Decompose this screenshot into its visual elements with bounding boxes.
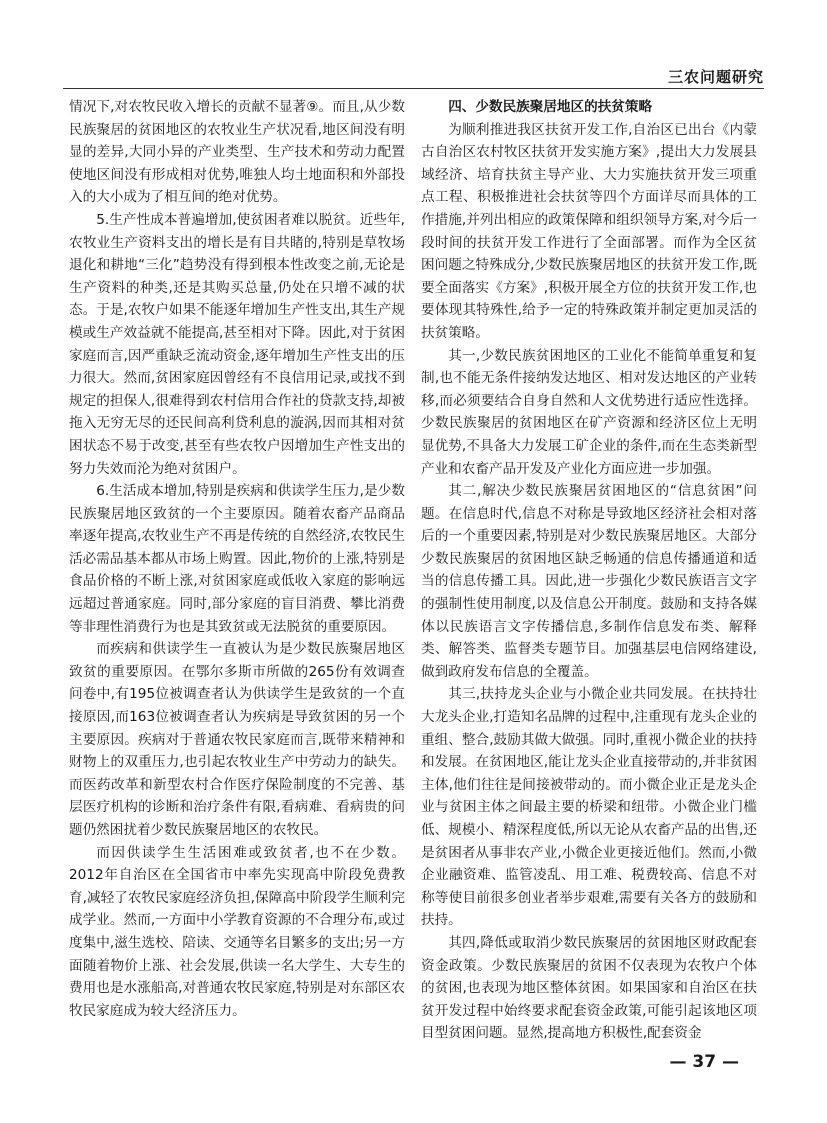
paragraph: 为顺利推进我区扶贫开发工作,自治区已出台《内蒙古自治区农村牧区扶贫开发实施方案》,提出大力发展县域经济、培育扶贫主导产业、大力实施扶贫开发三项重点工程、积极推进社会扶贫等四个方面详尽而具体的工作措施,并列出相应的政策保障和组织领导方案,对今后一段时间的扶贫开发工作进行了全面部署。而作为全区贫困问题之特殊成分,少数民族聚居地区的扶贫开发工作,既要全面落实《方案》,积极开展全方位的扶贫开发工作,也要体现其特殊性,给予一定的特殊政策并制定更加灵活的扶贫策略。 — [421, 121, 757, 341]
paragraph: 其三,扶持龙头企业与小微企业共同发展。在扶持壮大龙头企业,打造知名品牌的过程中,注重现有龙头企业的重组、整合,鼓励其做大做强。同时,重视小微企业的扶持和发展。在贫困地区,能让龙头企业直接带动的,并非贫困主体,他们往往是间接被带动的。而小微企业正是龙头企业与贫困主体之间最主要的桥梁和纽带。小微企业门槛低、规模小、精深程度低,所以无论从农畜产品的出售,还是贫困者从事非农产业,小微企业更接近他们。然而,小微企业融资难、监管凌乱、用工难、税费较高、信息不对称等使目前很多创业者举步艰难,需要有关各方的鼓励和扶持。 — [421, 686, 757, 929]
section-label: 三农问题研究 — [667, 68, 764, 86]
paragraph: 6.生活成本增加,特别是疾病和供读学生压力,是少数民族聚居地区致贫的一个主要原因。随着农畜产品商品率逐年提高,农牧业生产不再是传统的自然经济,农牧民生活必需品基本都从市场上购置。因此,物价的上涨,特别是食品价格的不断上涨,对贫困家庭或低收入家庭的影响远远超过普通家庭。同时,部分家庭的盲目消费、攀比消费等非理性消费行为也是其致贫或无法脱贫的重要原因。 — [69, 483, 405, 635]
paragraph: 而疾病和供读学生一直被认为是少数民族聚居地区致贫的重要原因。在鄂尔多斯市所做的265份有效调查问卷中,有195位被调查者认为供读学生是致贫的一个直接原因,而163位被调查者认为疾病是导致贫困的另一个主要原因。疾病对于普通农牧民家庭而言,既带来精神和财物上的双重压力,也引起农牧业生产中劳动力的缺失。而医药改革和新型农村合作医疗保险制度的不完善、基层医疗机构的诊断和治疗条件有限,看病难、看病贵的问题仍然困扰着少数民族聚居地区的农牧民。 — [69, 641, 405, 838]
paragraph: 其四,降低或取消少数民族聚居的贫困地区财政配套资金政策。少数民族聚居的贫困不仅表现为农牧户个体的贫困,也表现为地区整体贫困。如果国家和自治区在扶贫开发过程中始终要求配套资金政策,可能引起该地区项目型贫困问题。显然,提高地方积极性,配套资金 — [421, 934, 757, 1042]
paragraph: 5.生产性成本普遍增加,使贫困者难以脱贫。近些年,农牧业生产资料支出的增长是有目共睹的,特别是草牧场退化和耕地“三化”趋势没有得到根本性改变之前,无论是生产资料的种类,还是其购买总量,仍处在只增不减的状态。于是,农牧户如果不能逐年增加生产性支出,其生产规模或生产效益就不能提高,甚至相对下降。因此,对于贫困家庭而言,因严重缺乏流动资金,逐年增加生产性支出的压力很大。然而,贫困家庭因曾经有不良信用记录,或找不到规定的担保人,很难得到农村信用合作社的贷款支持,却被拖入无穷无尽的还民间高利贷利息的漩涡,因而其相对贫困状态不易于改变,甚至有些农牧户因增加生产性支出的努力失效而沦为绝对贫困户。 — [69, 211, 405, 477]
paragraph: 其二,解决少数民族聚居贫困地区的“信息贫困”问题。在信息时代,信息不对称是导致地区经济社会相对落后的一个重要因素,特别是对少数民族聚居地区。大部分少数民族聚居的贫困地区缺乏畅通的信息传播通道和适当的信息传播工具。因此,进一步强化少数民族语言文字的强制性使用制度,以及信息公开制度。鼓励和支持各媒体以民族语言文字传播信息,多制作信息发布类、解释类、解答类、监督类专题节目。加强基层电信网络建设,做到政府发布信息的全覆盖。 — [421, 483, 757, 680]
section-heading: 四、少数民族聚居地区的扶贫策略 — [448, 99, 653, 115]
page-number: — 37 — — [669, 1052, 739, 1072]
left-column — [69, 96, 405, 1022]
paragraph: 而因供读学生生活困难或致贫者,也不在少数。2012年自治区在全国省市中率先实现高中阶段免费教育,减轻了农牧民家庭经济负担,保障高中阶段学生顺利完成学业。然而,一方面中小学教育资源的不合理分布,或过度集中,滋生选校、陪读、交通等名目繁多的支出;另一方面随着物价上涨、社会发展,供读一名大学生、大专生的费用也是水涨船高,对普通农牧民家庭,特别是对东部区农牧民家庭成为较大经济压力。 — [69, 844, 405, 1019]
header-rule — [63, 88, 764, 89]
right-column — [421, 96, 757, 1045]
paragraph: 其一,少数民族贫困地区的工业化不能简单重复和复制,也不能无条件接纳发达地区、相对发达地区的产业转移,而必须要结合自身自然和人文优势进行适应性选择。少数民族聚居的贫困地区在矿产资源和经济区位上无明显优势,不具备大力发展工矿企业的条件,而在生态类新型产业和农畜产品开发及产业化方面应进一步加强。 — [421, 347, 757, 477]
paragraph: 情况下,对农牧民收入增长的贡献不显著⑨。而且,从少数民族聚居的贫困地区的农牧业生产状况看,地区间没有明显的差异,大同小异的产业类型、生产技术和劳动力配置使地区间没有形成相对优势,唯独人均土地面积和外部投入的大小成为了相互间的绝对优势。 — [69, 99, 405, 206]
